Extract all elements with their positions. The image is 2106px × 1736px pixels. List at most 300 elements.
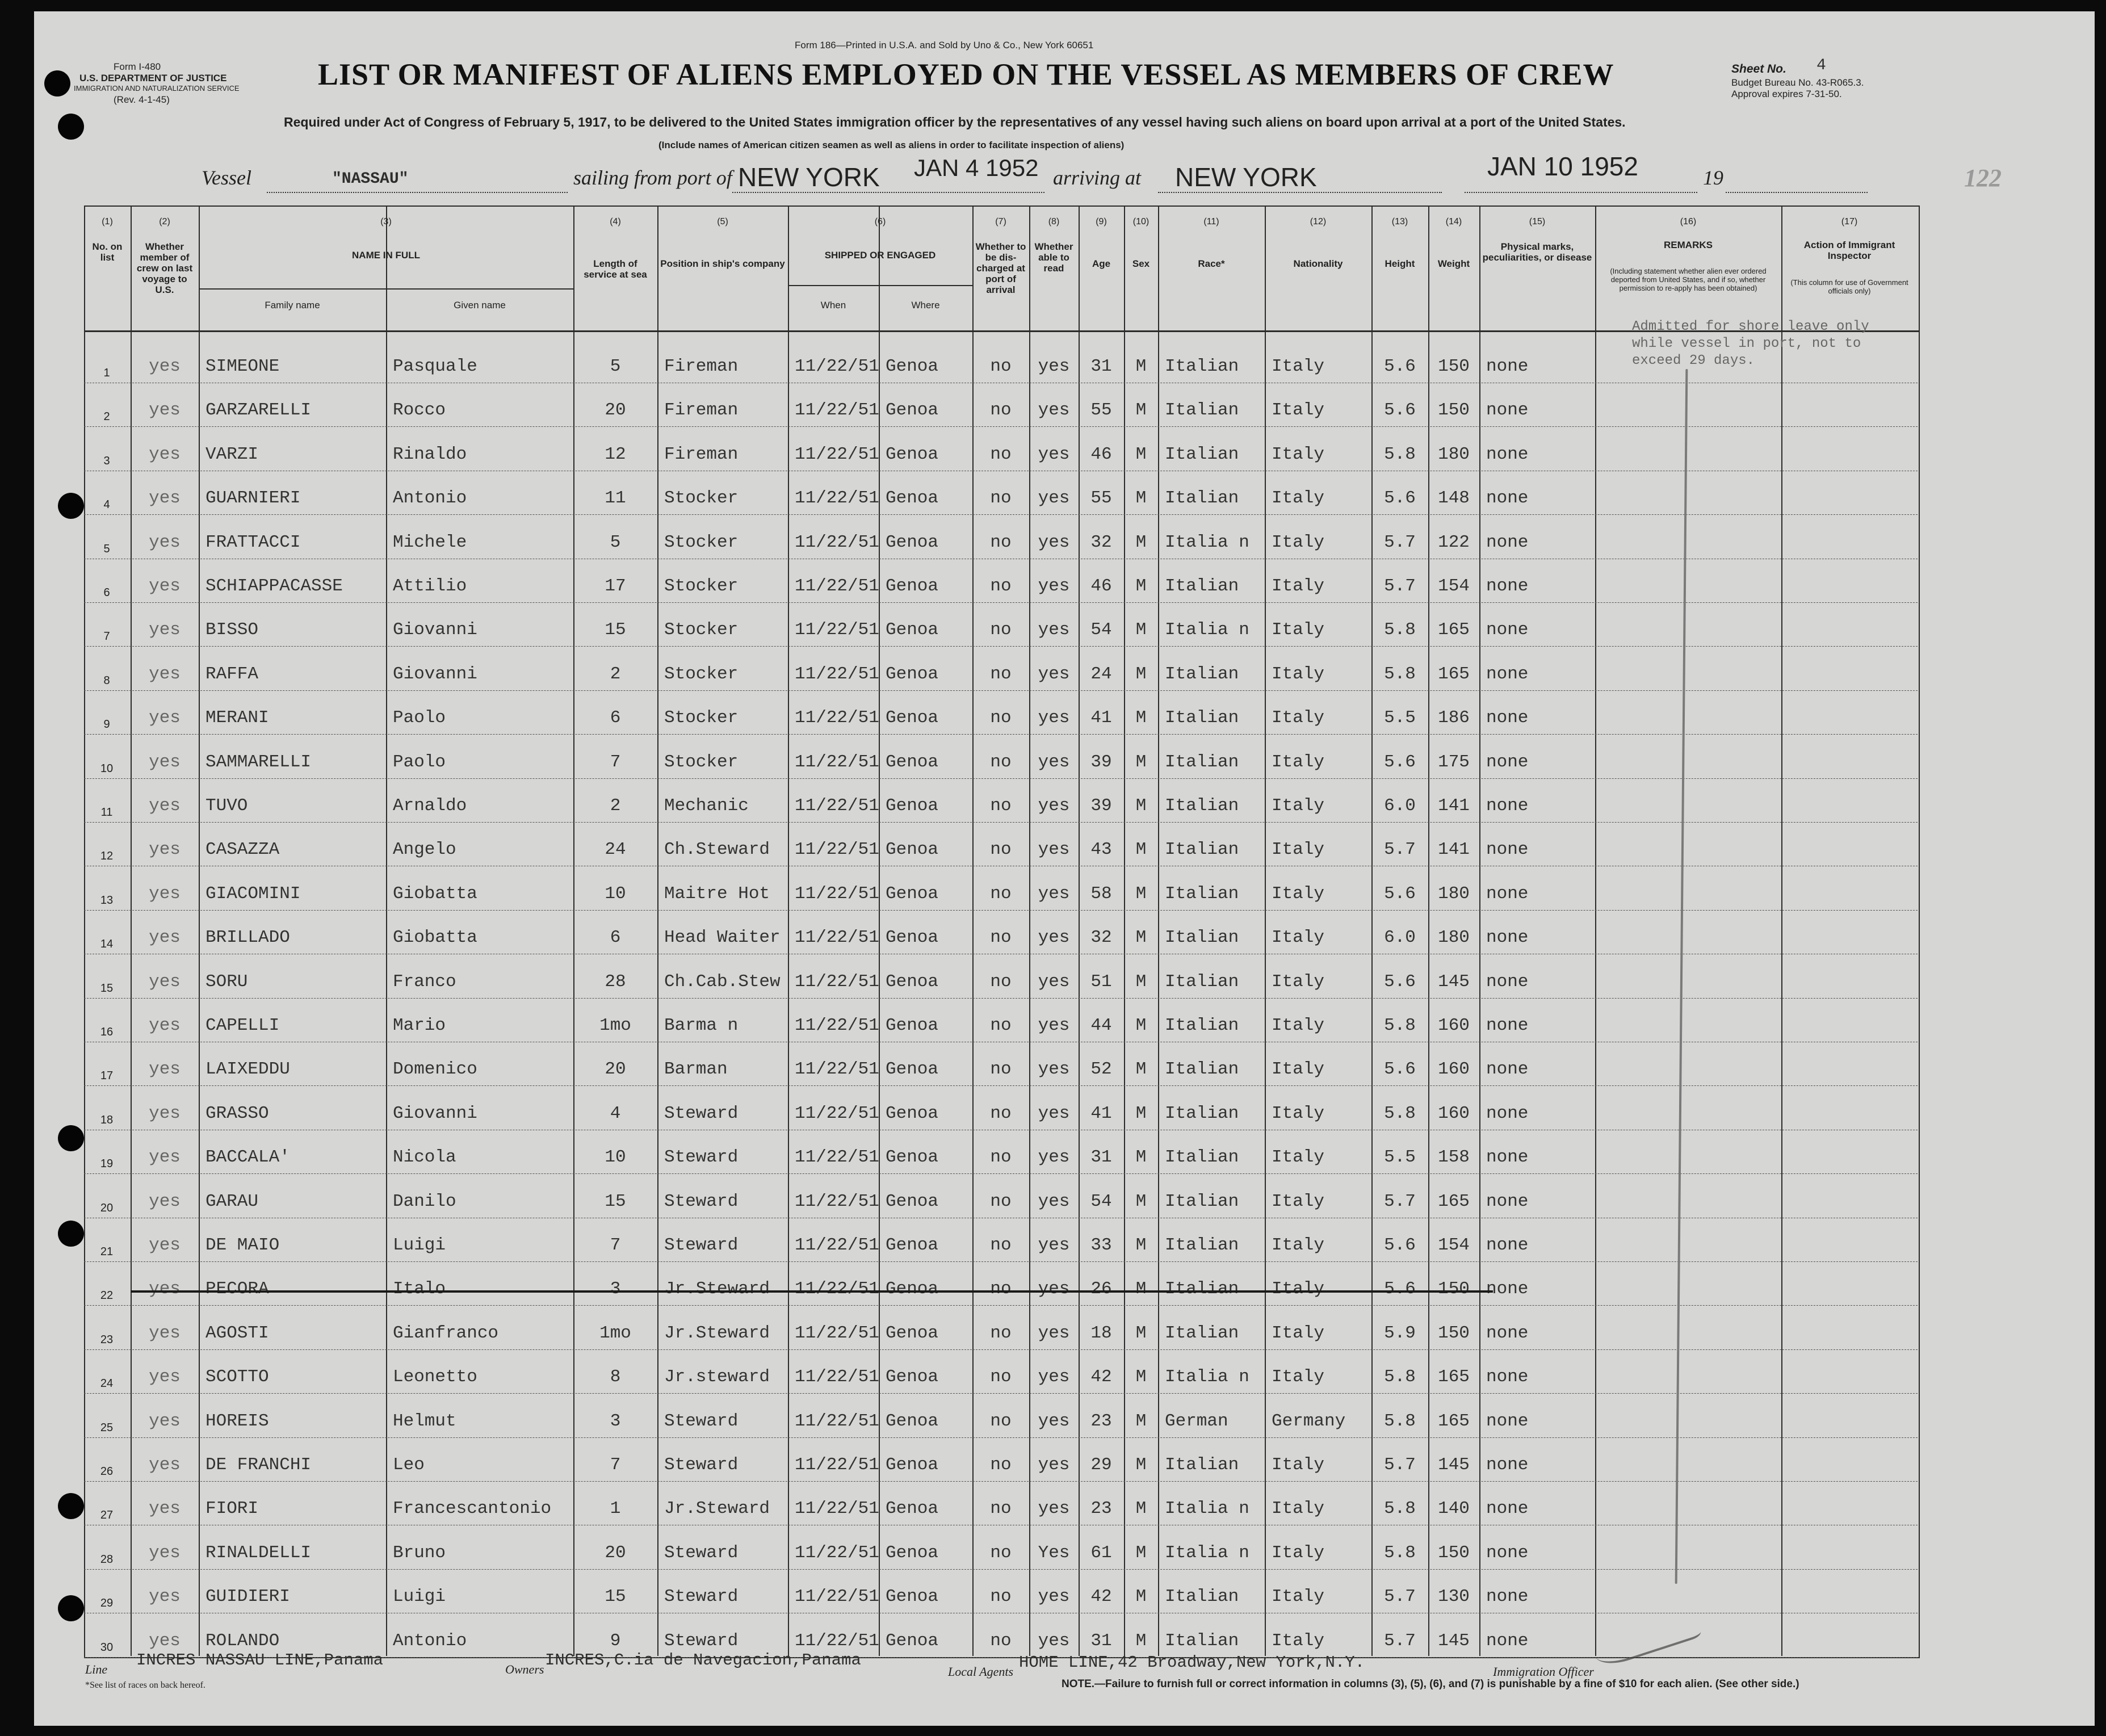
column-divider [386, 206, 387, 1656]
cell-family: VARZI [205, 444, 259, 464]
cell-discharge: no [990, 357, 1012, 376]
cell-race: Italian [1165, 1059, 1239, 1080]
cell-discharge: no [990, 576, 1012, 596]
row-rule [84, 1393, 1918, 1394]
column-header: REMARKS [1664, 240, 1713, 250]
cell-where: Genoa [886, 883, 939, 904]
column-number: (5) [717, 217, 728, 227]
column-number: (10) [1132, 217, 1150, 227]
cell-weight: 186 [1438, 708, 1470, 728]
cell-marks: none [1486, 1542, 1529, 1563]
cell-given: Rocco [393, 400, 446, 421]
row-number: 7 [103, 630, 110, 643]
cell-when: 11/22/51 [795, 576, 879, 596]
cell-family: SIMEONE [205, 357, 280, 376]
page-mark: 122 [1964, 164, 2002, 192]
row-number: 30 [100, 1641, 114, 1654]
cell-where: Genoa [886, 708, 939, 728]
sailing-underline [732, 192, 1044, 193]
column-number: (7) [995, 217, 1006, 227]
cell-read: Yes [1038, 1542, 1070, 1563]
cell-weight: 154 [1438, 1235, 1470, 1255]
cell-marks: none [1486, 1323, 1529, 1343]
cell-nationality: Italy [1272, 576, 1325, 596]
cell-family: CASAZZA [205, 840, 280, 860]
cell-family: GUARNIERI [205, 488, 301, 509]
cell-race: Italian [1165, 708, 1239, 728]
cell-sex: M [1135, 532, 1147, 552]
cell-family: PECORA [205, 1279, 269, 1299]
cell-discharge: no [990, 488, 1012, 509]
cell-discharge: no [990, 1323, 1012, 1343]
budget-bureau: Budget Bureau No. 43-R065.3. [1731, 77, 1864, 88]
cell-when: 11/22/51 [795, 357, 879, 376]
cell-nationality: Italy [1272, 1059, 1325, 1080]
row-rule [84, 1085, 1918, 1086]
cell-race: Italian [1165, 1279, 1239, 1299]
cell-family: ROLANDO [205, 1630, 280, 1651]
cell-weight: 141 [1438, 796, 1470, 816]
cell-family: SCOTTO [205, 1367, 269, 1387]
cell-race: Italian [1165, 400, 1239, 421]
cell-read: yes [1038, 400, 1070, 421]
remark-line-3: exceed 29 days. [1632, 353, 1755, 368]
cell-where: Genoa [886, 1542, 939, 1563]
punch-hole [58, 1595, 84, 1621]
cell-age: 18 [1090, 1323, 1112, 1343]
agents-value: HOME LINE,42 Broadway,New York,N.Y. [1019, 1653, 1365, 1672]
cell-given: Giobatta [393, 883, 477, 904]
cell-position: Steward [664, 1103, 739, 1123]
cell-read: yes [1038, 620, 1070, 640]
column-number: (16) [1680, 217, 1697, 227]
cell-position: Jr.steward [664, 1367, 770, 1387]
cell-family: BRILLADO [205, 928, 290, 948]
cell-family: LAIXEDDU [205, 1059, 290, 1080]
cell-position: Head Waiter [664, 928, 781, 948]
row-number: 10 [100, 762, 114, 775]
action-note: (This column for use of Government officials only) [1790, 278, 1908, 295]
cell-nationality: Italy [1272, 1016, 1325, 1035]
cell-discharge: no [990, 883, 1012, 904]
cell-where: Genoa [886, 1059, 939, 1080]
cell-position: Barma n [664, 1016, 739, 1035]
cell-service: 3 [610, 1279, 621, 1299]
cell-when: 11/22/51 [795, 1059, 879, 1080]
cell-discharge: no [990, 840, 1012, 860]
cell-read: yes [1038, 752, 1070, 772]
column-number: (4) [610, 217, 621, 227]
cell-read: yes [1038, 357, 1070, 376]
cell-prev: yes [149, 1103, 181, 1123]
cell-prev: yes [149, 488, 181, 509]
cell-height: 5.6 [1384, 1279, 1416, 1299]
cell-nationality: Italy [1272, 664, 1325, 684]
cell-discharge: no [990, 1587, 1012, 1607]
cell-given: Antonio [393, 1630, 467, 1651]
vessel-label: Vessel [202, 166, 251, 189]
row-number: 5 [103, 542, 110, 555]
cell-when: 11/22/51 [795, 1455, 879, 1475]
cell-family: FIORI [205, 1499, 259, 1519]
cell-read: yes [1038, 708, 1070, 728]
cell-family: DE MAIO [205, 1235, 280, 1255]
cell-given: Attilio [393, 576, 467, 596]
cell-marks: none [1486, 1587, 1529, 1607]
cell-nationality: Italy [1272, 752, 1325, 772]
strike-through [131, 1290, 1493, 1293]
cell-nationality: Italy [1272, 444, 1325, 464]
sailing-label: sailing from port of [573, 166, 732, 189]
column-header: Length of service at sea [584, 258, 647, 280]
column-header: SHIPPED OR ENGAGED [824, 250, 936, 261]
cell-race: Italian [1165, 752, 1239, 772]
cell-marks: none [1486, 1411, 1529, 1431]
column-number: (2) [159, 217, 170, 227]
cell-height: 5.5 [1384, 1147, 1416, 1168]
cell-height: 6.0 [1384, 928, 1416, 948]
cell-age: 39 [1090, 752, 1112, 772]
cell-height: 5.8 [1384, 444, 1416, 464]
cell-age: 41 [1090, 1103, 1112, 1123]
cell-sex: M [1135, 708, 1147, 728]
row-rule [84, 514, 1918, 515]
cell-sex: M [1135, 840, 1147, 860]
cell-weight: 160 [1438, 1103, 1470, 1123]
cell-prev: yes [149, 1367, 181, 1387]
column-divider [1265, 206, 1266, 1656]
cell-sex: M [1135, 1455, 1147, 1475]
row-number: 1 [103, 367, 110, 379]
cell-age: 55 [1090, 400, 1112, 421]
cell-nationality: Italy [1272, 620, 1325, 640]
cell-weight: 140 [1438, 1499, 1470, 1519]
cell-height: 5.8 [1384, 1103, 1416, 1123]
column-number: (12) [1310, 217, 1327, 227]
cell-family: GUIDIERI [205, 1587, 290, 1607]
arrival-underline [1465, 192, 1697, 193]
cell-marks: none [1486, 400, 1529, 421]
cell-family: GIACOMINI [205, 883, 301, 904]
cell-marks: none [1486, 971, 1529, 992]
cell-weight: 150 [1438, 357, 1470, 376]
cell-prev: yes [149, 1323, 181, 1343]
cell-marks: none [1486, 576, 1529, 596]
column-header: Height [1385, 258, 1415, 269]
cell-position: Steward [664, 1455, 739, 1475]
cell-service: 5 [610, 357, 621, 376]
cell-marks: none [1486, 708, 1529, 728]
column-number: (17) [1841, 217, 1858, 227]
cell-given: Luigi [393, 1587, 446, 1607]
cell-marks: none [1486, 1455, 1529, 1475]
arriving-underline [1158, 192, 1442, 193]
column-header: Physical marks, peculiarities, or disease [1482, 241, 1592, 263]
cell-weight: 160 [1438, 1016, 1470, 1035]
cell-age: 31 [1090, 357, 1112, 376]
cell-height: 5.6 [1384, 971, 1416, 992]
cell-height: 6.0 [1384, 796, 1416, 816]
cell-height: 5.8 [1384, 1542, 1416, 1563]
cell-sex: M [1135, 971, 1147, 992]
cell-height: 5.8 [1384, 1499, 1416, 1519]
cell-when: 11/22/51 [795, 1587, 879, 1607]
column-number: (11) [1203, 217, 1219, 227]
cell-age: 33 [1090, 1235, 1112, 1255]
column-number: (1) [102, 217, 113, 227]
cell-height: 5.6 [1384, 1235, 1416, 1255]
cell-age: 31 [1090, 1147, 1112, 1168]
cell-race: Italian [1165, 1016, 1239, 1035]
cell-service: 15 [605, 1587, 626, 1607]
cell-service: 12 [605, 444, 626, 464]
cell-when: 11/22/51 [795, 1235, 879, 1255]
cell-race: Italian [1165, 576, 1239, 596]
cell-height: 5.7 [1384, 1455, 1416, 1475]
cell-marks: none [1486, 840, 1529, 860]
cell-prev: yes [149, 971, 181, 992]
cell-service: 17 [605, 576, 626, 596]
cell-given: Franco [393, 971, 456, 992]
cell-height: 5.8 [1384, 1411, 1416, 1431]
column-header: Age [1092, 258, 1111, 269]
cell-family: SCHIAPPACASSE [205, 576, 343, 596]
row-rule [84, 602, 1918, 603]
cell-race: Italian [1165, 796, 1239, 816]
cell-age: 46 [1090, 576, 1112, 596]
cell-height: 5.6 [1384, 400, 1416, 421]
cell-marks: none [1486, 1191, 1529, 1211]
cell-position: Fireman [664, 400, 739, 421]
punch-hole [58, 493, 84, 519]
cell-sex: M [1135, 883, 1147, 904]
cell-when: 11/22/51 [795, 1103, 879, 1123]
arrival-date-stamp: JAN 10 1952 [1487, 152, 1638, 181]
cell-service: 20 [605, 400, 626, 421]
cell-service: 9 [610, 1630, 621, 1651]
cell-race: Italian [1165, 1191, 1239, 1211]
cell-marks: none [1486, 532, 1529, 552]
cell-when: 11/22/51 [795, 752, 879, 772]
cell-service: 10 [605, 883, 626, 904]
cell-prev: yes [149, 1455, 181, 1475]
cell-age: 26 [1090, 1279, 1112, 1299]
cell-sex: M [1135, 620, 1147, 640]
cell-service: 4 [610, 1103, 621, 1123]
cell-marks: none [1486, 1630, 1529, 1651]
cell-read: yes [1038, 840, 1070, 860]
cell-prev: yes [149, 883, 181, 904]
arriving-label: arriving at [1053, 166, 1142, 189]
cell-weight: 154 [1438, 576, 1470, 596]
cell-service: 7 [610, 752, 621, 772]
cell-weight: 150 [1438, 1323, 1470, 1343]
cell-marks: none [1486, 1059, 1529, 1080]
row-rule [84, 822, 1918, 823]
cell-height: 5.6 [1384, 488, 1416, 509]
cell-position: Fireman [664, 357, 739, 376]
cell-discharge: no [990, 1016, 1012, 1035]
cell-when: 11/22/51 [795, 1016, 879, 1035]
column-divider [657, 206, 658, 1656]
cell-height: 5.7 [1384, 532, 1416, 552]
cell-read: yes [1038, 1587, 1070, 1607]
owners-label: Owners [505, 1662, 544, 1676]
cell-given: Paolo [393, 708, 446, 728]
column-number: (3) [380, 217, 392, 227]
cell-discharge: no [990, 1235, 1012, 1255]
cell-given: Gianfranco [393, 1323, 499, 1343]
cell-race: Italian [1165, 488, 1239, 509]
cell-given: Giovanni [393, 664, 477, 684]
cell-when: 11/22/51 [795, 400, 879, 421]
column-divider [1158, 206, 1159, 1656]
sailing-date-stamp: JAN 4 1952 [914, 154, 1039, 181]
arriving-port: NEW YORK [1175, 162, 1317, 192]
cell-where: Genoa [886, 1323, 939, 1343]
cell-position: Stocker [664, 488, 739, 509]
cell-read: yes [1038, 971, 1070, 992]
cell-family: GRASSO [205, 1103, 269, 1123]
cell-discharge: no [990, 1455, 1012, 1475]
cell-when: 11/22/51 [795, 1279, 879, 1299]
cell-height: 5.7 [1384, 1630, 1416, 1651]
cell-prev: yes [149, 357, 181, 376]
cell-when: 11/22/51 [795, 444, 879, 464]
sailing-port: NEW YORK [738, 162, 880, 192]
cell-prev: yes [149, 1499, 181, 1519]
cell-service: 7 [610, 1455, 621, 1475]
cell-when: 11/22/51 [795, 883, 879, 904]
cell-nationality: Italy [1272, 357, 1325, 376]
row-number: 26 [100, 1465, 114, 1478]
cell-prev: yes [149, 1630, 181, 1651]
cell-nationality: Italy [1272, 1103, 1325, 1123]
cell-weight: 145 [1438, 1630, 1470, 1651]
cell-where: Genoa [886, 928, 939, 948]
cell-read: yes [1038, 1103, 1070, 1123]
cell-age: 43 [1090, 840, 1112, 860]
subheader-family: Family name [265, 300, 320, 311]
cell-race: Italian [1165, 1455, 1239, 1475]
column-number: (14) [1445, 217, 1462, 227]
punch-hole [58, 1125, 84, 1151]
cell-when: 11/22/51 [795, 1147, 879, 1168]
row-number: 27 [100, 1509, 114, 1522]
cell-age: 39 [1090, 796, 1112, 816]
cell-height: 5.5 [1384, 708, 1416, 728]
cell-age: 31 [1090, 1630, 1112, 1651]
cell-given: Nicola [393, 1147, 456, 1168]
cell-race: Italian [1165, 840, 1239, 860]
cell-height: 5.8 [1384, 620, 1416, 640]
cell-discharge: no [990, 1630, 1012, 1651]
cell-read: yes [1038, 1059, 1070, 1080]
cell-race: Italian [1165, 883, 1239, 904]
cell-where: Genoa [886, 752, 939, 772]
cell-family: HOREIS [205, 1411, 269, 1431]
cell-discharge: no [990, 532, 1012, 552]
cell-height: 5.9 [1384, 1323, 1416, 1343]
cell-prev: yes [149, 1542, 181, 1563]
cell-where: Genoa [886, 1411, 939, 1431]
punch-hole [44, 70, 70, 97]
column-divider [1479, 206, 1480, 1656]
row-number: 4 [103, 498, 110, 511]
cell-family: CAPELLI [205, 1016, 280, 1035]
cell-sex: M [1135, 1059, 1147, 1080]
cell-sex: M [1135, 1542, 1147, 1563]
remark-line-1: Admitted for shore leave only [1632, 319, 1869, 334]
cell-height: 5.6 [1384, 883, 1416, 904]
row-rule [84, 778, 1918, 779]
cell-prev: yes [149, 708, 181, 728]
page-title: LIST OR MANIFEST OF ALIENS EMPLOYED ON THE VESSEL AS MEMBERS OF CREW [318, 57, 1614, 91]
cell-service: 15 [605, 620, 626, 640]
cell-service: 15 [605, 1191, 626, 1211]
cell-discharge: no [990, 1191, 1012, 1211]
row-number: 23 [100, 1333, 114, 1346]
row-rule [84, 998, 1918, 999]
column-number: (8) [1048, 217, 1060, 227]
cell-family: RAFFA [205, 664, 259, 684]
column-header: Race* [1198, 258, 1225, 269]
cell-position: Stocker [664, 620, 739, 640]
cell-age: 44 [1090, 1016, 1112, 1035]
row-number: 28 [100, 1553, 114, 1566]
cell-race: Italian [1165, 664, 1239, 684]
row-number: 2 [103, 410, 110, 423]
column-header: No. on list [92, 241, 123, 263]
cell-read: yes [1038, 1016, 1070, 1035]
cell-sex: M [1135, 576, 1147, 596]
cell-weight: 165 [1438, 1411, 1470, 1431]
cell-given: Francescantonio [393, 1499, 552, 1519]
row-number: 18 [100, 1113, 114, 1126]
cell-sex: M [1135, 1411, 1147, 1431]
cell-service: 24 [605, 840, 626, 860]
cell-weight: 165 [1438, 664, 1470, 684]
cell-position: Steward [664, 1587, 739, 1607]
cell-prev: yes [149, 664, 181, 684]
cell-family: GARZARELLI [205, 400, 312, 421]
cell-where: Genoa [886, 400, 939, 421]
cell-where: Genoa [886, 1499, 939, 1519]
cell-service: 1mo [599, 1323, 631, 1343]
cell-when: 11/22/51 [795, 1542, 879, 1563]
subheader-given: Given name [454, 300, 506, 311]
subheader-rule [199, 288, 573, 290]
cell-discharge: no [990, 928, 1012, 948]
cell-where: Genoa [886, 1147, 939, 1168]
cell-prev: yes [149, 1147, 181, 1168]
cell-race: Italian [1165, 444, 1239, 464]
cell-read: yes [1038, 576, 1070, 596]
cell-prev: yes [149, 928, 181, 948]
cell-age: 23 [1090, 1411, 1112, 1431]
row-rule [84, 1569, 1918, 1570]
agency-name: U.S. DEPARTMENT OF JUSTICE [79, 73, 227, 83]
cell-service: 1 [610, 1499, 621, 1519]
cell-service: 1mo [599, 1016, 631, 1035]
column-header: Whether member of crew on last voyage to U.S. [136, 241, 193, 295]
cell-given: Giobatta [393, 928, 477, 948]
cell-weight: 130 [1438, 1587, 1470, 1607]
cell-prev: yes [149, 796, 181, 816]
cell-where: Genoa [886, 664, 939, 684]
cell-marks: none [1486, 883, 1529, 904]
cell-read: yes [1038, 1279, 1070, 1299]
